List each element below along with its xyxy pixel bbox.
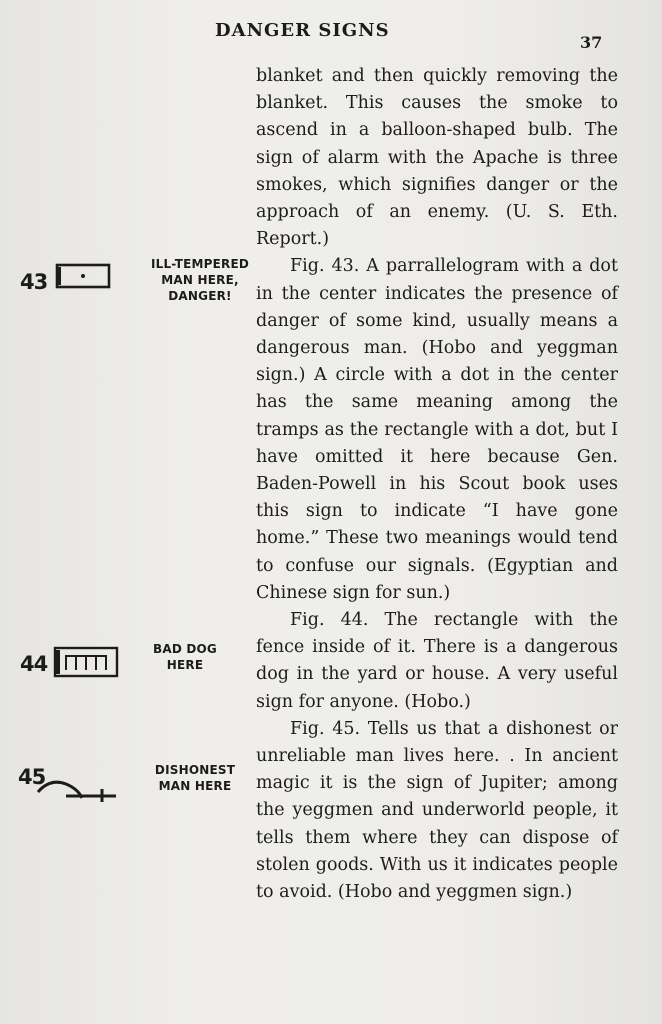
paragraph-fig-44: Fig. 44. The rectangle with the fence inside of it. There is a dangerous dog in the yard or house. A very useful sign for anyone. (Hobo.) [256, 610, 618, 712]
rectangle-with-fence-icon [52, 644, 120, 680]
paragraph-fig-43: Fig. 43. A parrallelogram with a dot in the center indicates the presence of danger of some kind, usually means a dangerous man. (Hobo and yeggman sign.) A circle with a dot in the center has the same meaning among the tramps as the rectangle with a dot, but I have omitted it here because Gen. Baden-Powell in his Scout book uses this sign to indicate “I have gone home.” These two meanings would tend to confuse our signals. (Egyptian and Chinese sign for sun.) [256, 256, 618, 603]
running-head: DANGER SIGNS [215, 20, 390, 41]
fig-43-label-line1: ILL-TEMPERED [150, 257, 250, 271]
fig-45-label-line2: MAN HERE [158, 779, 232, 793]
fig-44-label [140, 641, 230, 673]
jupiter-sign-icon [36, 774, 120, 804]
fig-44-number: 44 [20, 652, 48, 676]
paragraph-fig-45: Fig. 45. Tells us that a dishonest or unreliable man lives here. . In ancient magic it is the sign of Jupiter; among the yeggmen and underworld people, it tells them where they can dispose of stolen goods. With us it indicates people to avoid. (Hobo and yeggmen sign.) [256, 718, 618, 903]
fig-45-number: 45 [18, 765, 46, 789]
fig-45-label-line1: DISHONEST [154, 763, 236, 777]
rectangle-with-dot-icon [54, 262, 112, 292]
fig-43-label [140, 256, 260, 304]
fig-44-label-line1: BAD DOG [153, 642, 217, 656]
fig-43-label-line2: MAN HERE, [161, 273, 239, 287]
page-number: 37 [580, 33, 603, 52]
fig-43-number: 43 [20, 270, 48, 294]
fig-45-label [140, 762, 250, 794]
paragraph-apache-smoke: blanket and then quickly removing the blanket. This causes the smoke to ascend in a balloon-shaped bulb. The sign of alarm with the Apache is three smokes, which signifies danger or the approach of an enemy. (U. S. Eth. Report.) [256, 66, 618, 250]
fig-43-label-line3: DANGER! [168, 289, 232, 303]
body-text [256, 63, 618, 906]
fig-44-label-line2: HERE [166, 658, 204, 672]
